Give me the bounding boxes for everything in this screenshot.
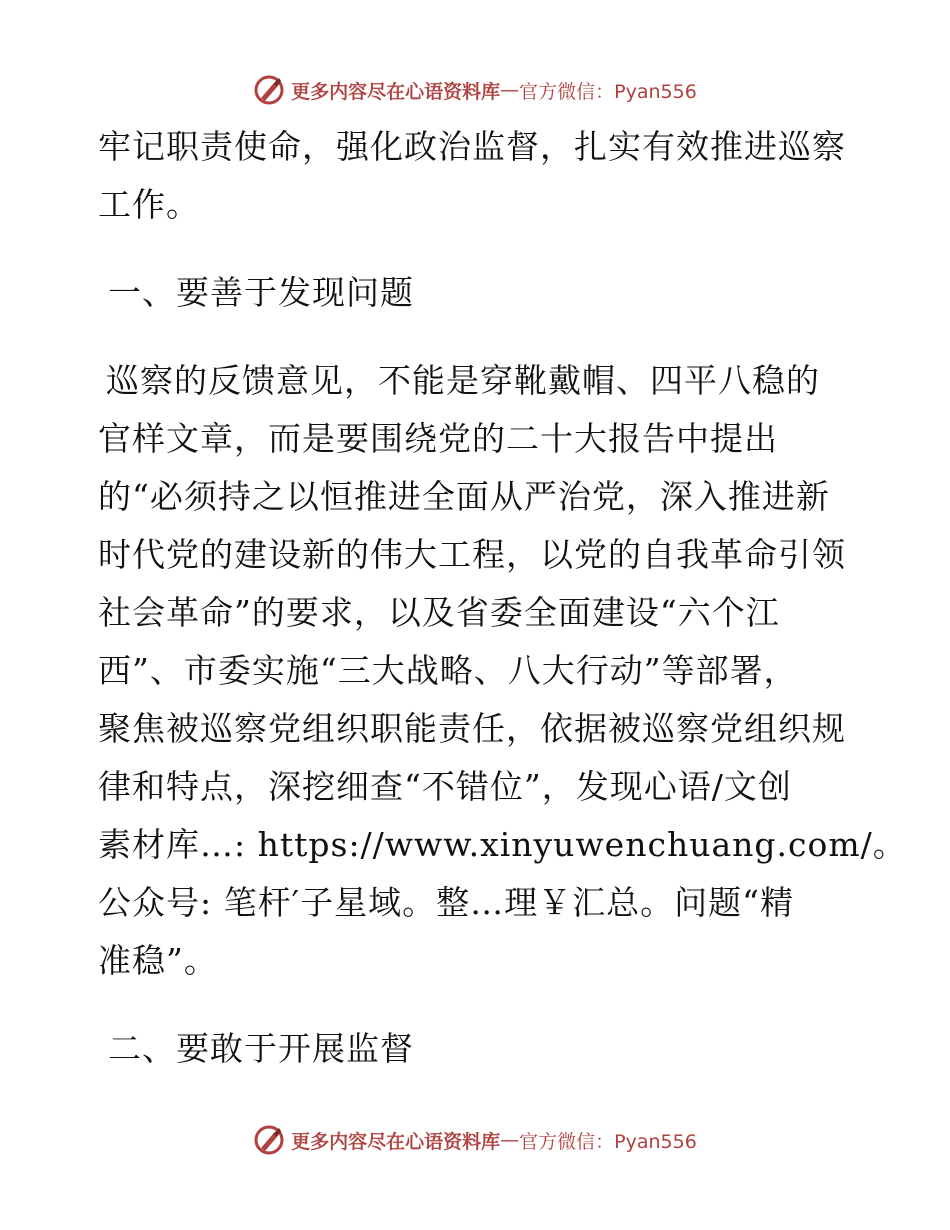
footer-banner — [0, 1122, 950, 1158]
header-banner — [0, 72, 950, 108]
text-line: 聚焦被巡察党组织职能责任，依据被巡察党组织规 — [98, 709, 846, 748]
banner-contact: 官方微信：Pyan556 — [519, 1130, 697, 1153]
pen-circle-logo-icon — [253, 74, 285, 106]
text-line: 律和特点，深挖细查“不错位”，发现心语/文创 — [98, 767, 792, 806]
text-line: 西”、市委实施“三大战略、八大行动”等部署， — [98, 651, 798, 690]
banner-separator: — — [500, 79, 520, 101]
document-body — [98, 118, 907, 1078]
section-heading-1: 一、要善于发现问题 — [108, 273, 414, 312]
pen-circle-logo-icon — [253, 1124, 285, 1156]
text-line: 素材库…: https://www.xinyuwenchuang.com/。 — [98, 825, 907, 864]
text-line: 社会革命”的要求，以及省委全面建设“六个江 — [98, 593, 780, 632]
banner-title: 更多内容尽在心语资料库 — [291, 80, 501, 103]
text-line: 牢记职责使命，强化政治监督，扎实有效推进巡察 — [98, 127, 846, 166]
banner-contact: 官方微信：Pyan556 — [519, 80, 697, 103]
text-line: 官样文章，而是要围绕党的二十大报告中提出 — [98, 419, 778, 458]
text-line: 准稳”。 — [98, 941, 218, 980]
banner-separator: — — [500, 1129, 520, 1151]
text-line: 巡察的反馈意见，不能是穿靴戴帽、四平八稳的 — [106, 361, 820, 400]
banner-title: 更多内容尽在心语资料库 — [291, 1130, 501, 1153]
text-line: 工作。 — [98, 185, 200, 224]
text-line: 时代党的建设新的伟大工程，以党的自我革命引领 — [98, 535, 846, 574]
text-line: 公众号: 笔杆′子星域。整…理￥汇总。问题“精 — [98, 883, 794, 922]
text-line: 的“必须持之以恒推进全面从严治党，深入推进新 — [98, 477, 830, 516]
section-heading-2: 二、要敢于开展监督 — [108, 1029, 414, 1068]
